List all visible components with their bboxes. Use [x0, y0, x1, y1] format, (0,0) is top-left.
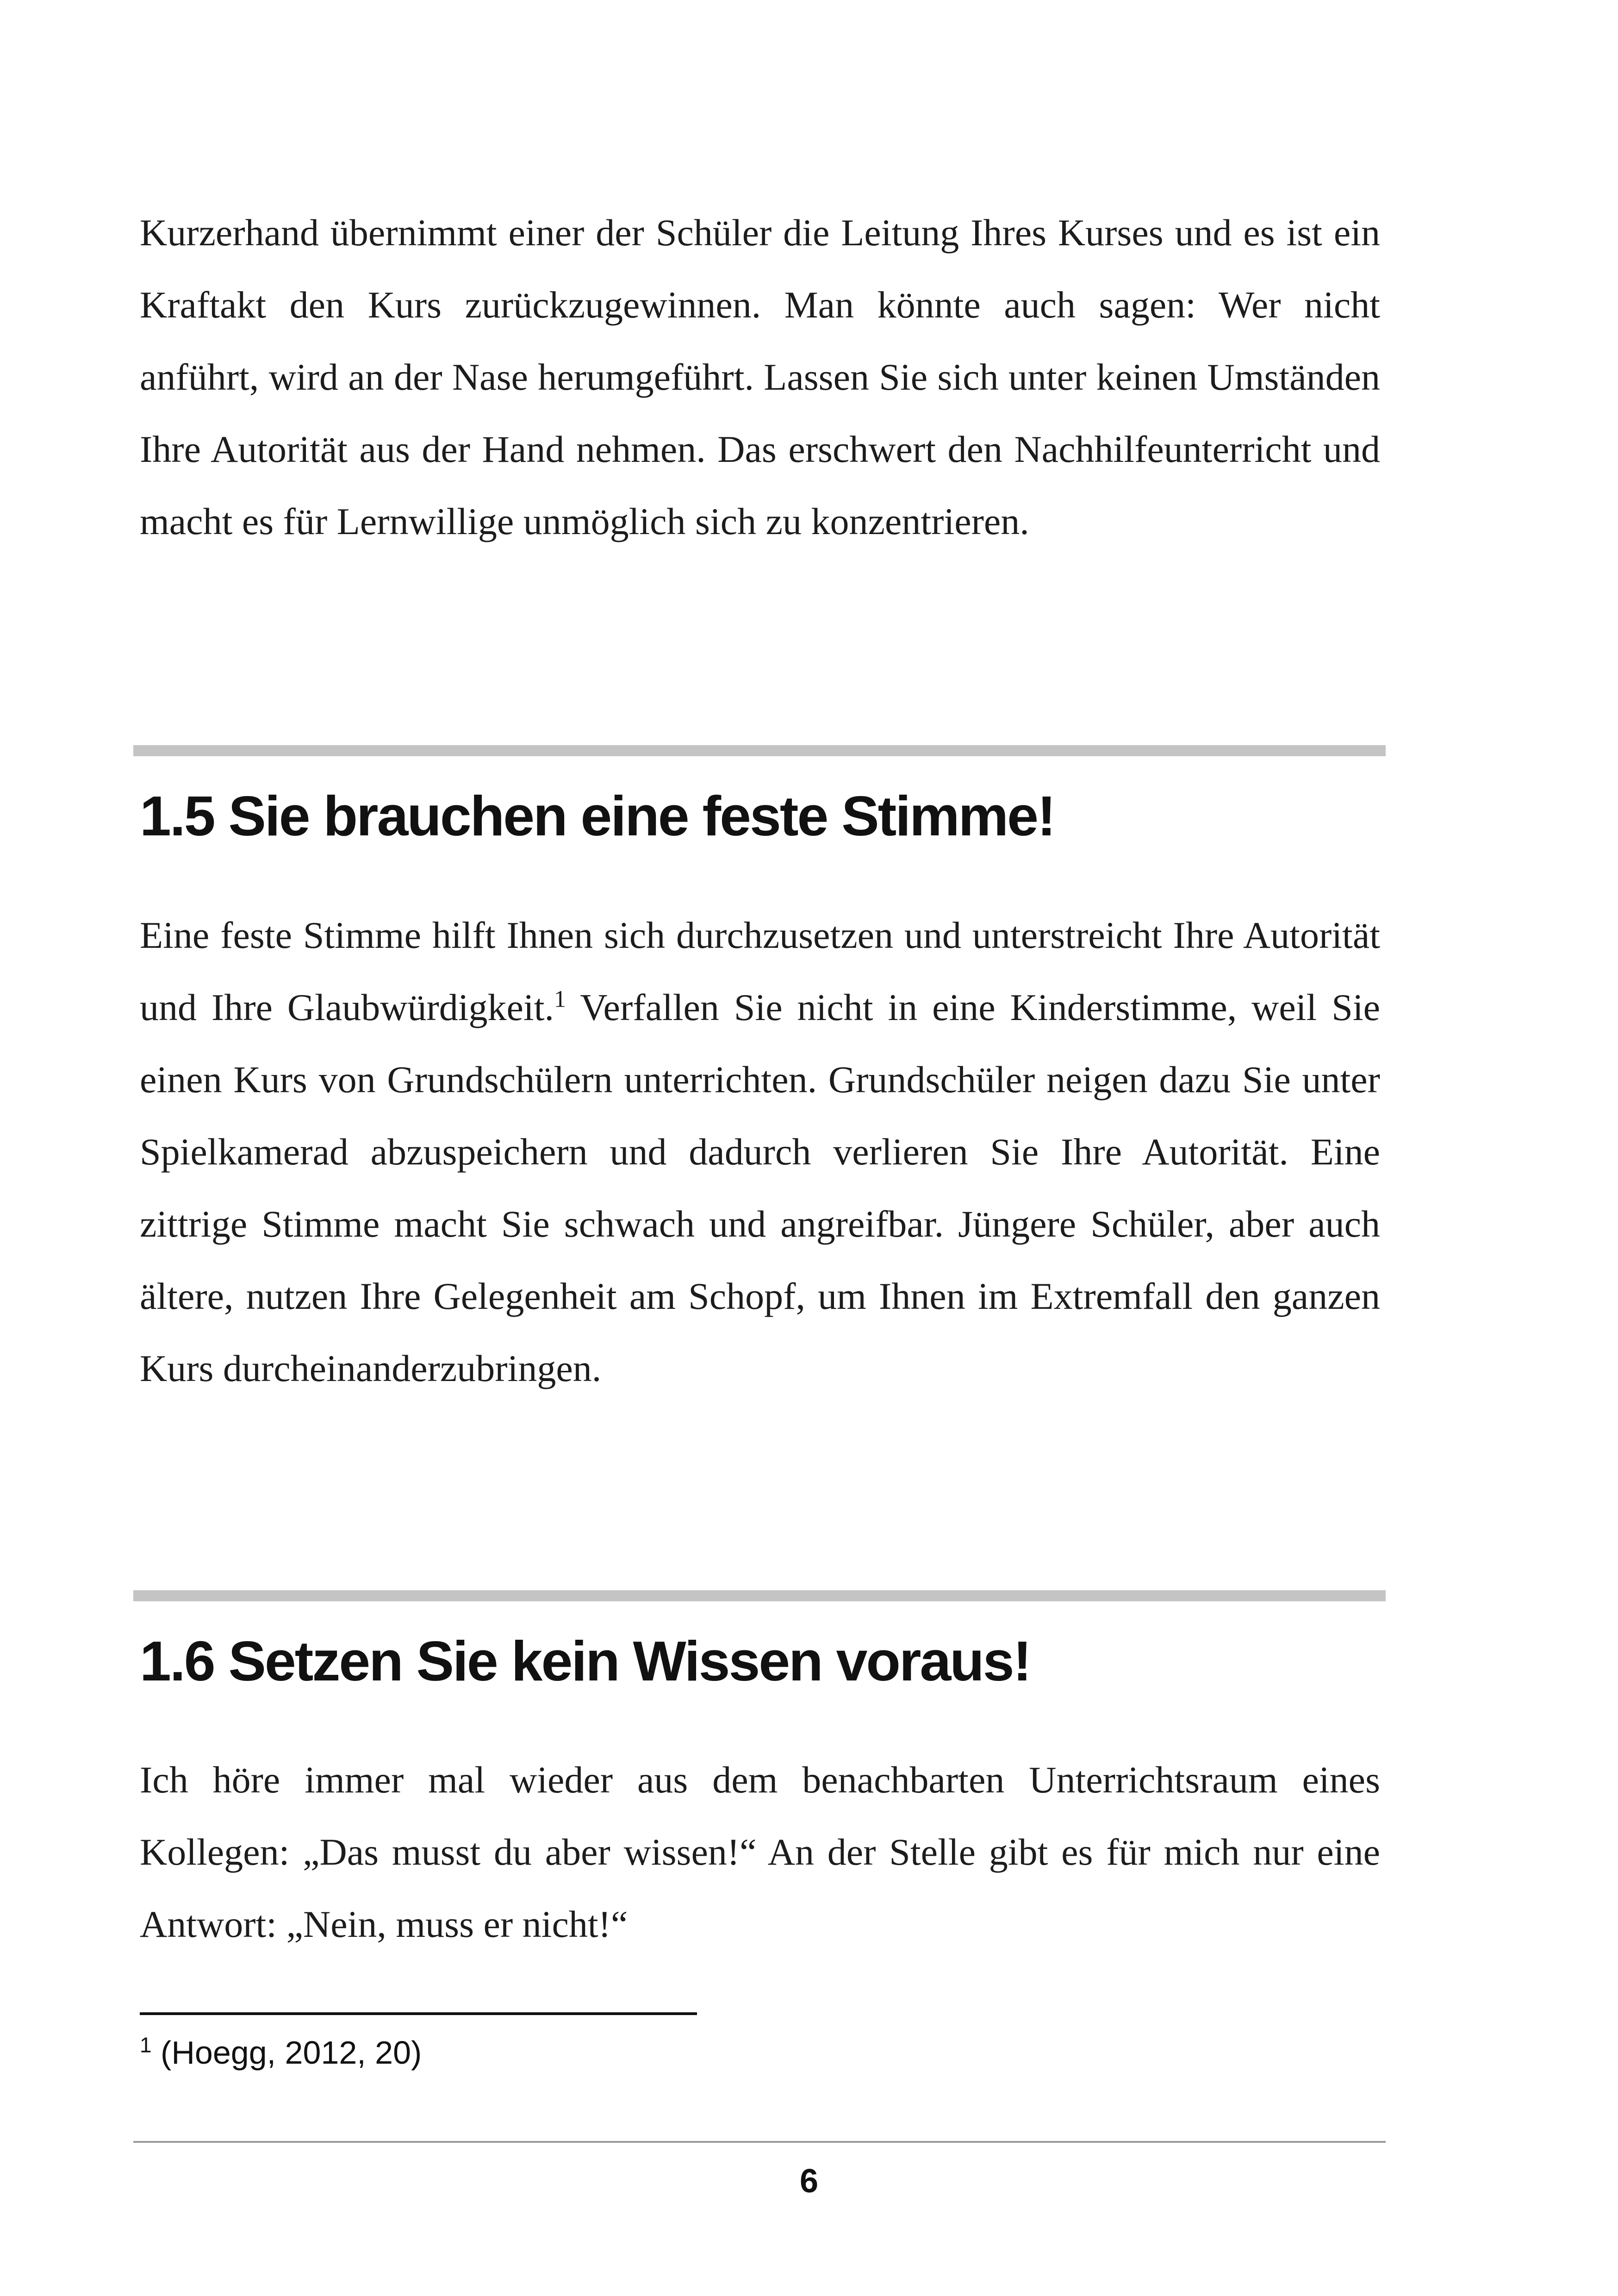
footnote-separator	[140, 2012, 697, 2015]
footnote	[140, 2032, 422, 2073]
section-1-5-text-before-ref: Eine feste Stimme hilft Ihnen sich durchzusetzen und unterstreicht Ihre Autorität und Ihre Glaubwürdigkeit.	[140, 914, 1380, 1028]
section-divider-1-6	[133, 1590, 1386, 1601]
intro-paragraph: Kurzerhand übernimmt einer der Schüler die Leitung Ihres Kurses und es ist ein Kraftakt den Kurs zurückzugewinnen. Man könnte auch sagen: Wer nicht anführt, wird an der Nase herumgeführt. Lassen Sie sich unter keinen Umständen Ihre Autorität aus der Hand nehmen. Das erschwert den Nachhilfeunterricht und macht es für Lernwillige unmöglich sich zu konzentrieren.	[140, 212, 1380, 542]
section-1-5-paragraph-block	[140, 899, 1380, 1405]
footnote-text: (Hoegg, 2012, 20)	[151, 2035, 422, 2071]
intro-paragraph-block	[140, 197, 1380, 558]
section-1-6-paragraph: Ich höre immer mal wieder aus dem benachbarten Unterrichtsraum eines Kollegen: „Das musst du aber wissen!“ An der Stelle gibt es für mich nur eine Antwort: „Nein, muss er nicht!“	[140, 1759, 1380, 1945]
section-1-6-paragraph-block	[140, 1744, 1380, 1960]
page-number: 6	[799, 2163, 819, 2200]
section-heading-1-5: 1.5 Sie brauchen eine feste Stimme!	[140, 784, 1055, 847]
section-heading-1-6: 1.6 Setzen Sie kein Wissen voraus!	[140, 1630, 1031, 1692]
footnote-reference: 1	[554, 986, 566, 1013]
section-1-5-paragraph	[140, 899, 1380, 1405]
section-divider-1-5	[133, 745, 1386, 756]
footer-divider	[133, 2141, 1386, 2143]
footnote-number: 1	[140, 2033, 152, 2057]
section-1-5-text-after-ref: Verfallen Sie nicht in eine Kinderstimme, weil Sie einen Kurs von Grundschülern unterrichten. Grundschüler neigen dazu Sie unter Spielkamerad abzuspeichern und dadurch verlieren Sie Ihre Autorität. Eine zittrige Stimme macht Sie schwach und angreifbar. Jüngere Schüler, aber auch ältere, nutzen Ihre Gelegenheit am Schopf, um Ihnen im Extremfall den ganzen Kurs durcheinanderzubringen.	[140, 986, 1380, 1389]
